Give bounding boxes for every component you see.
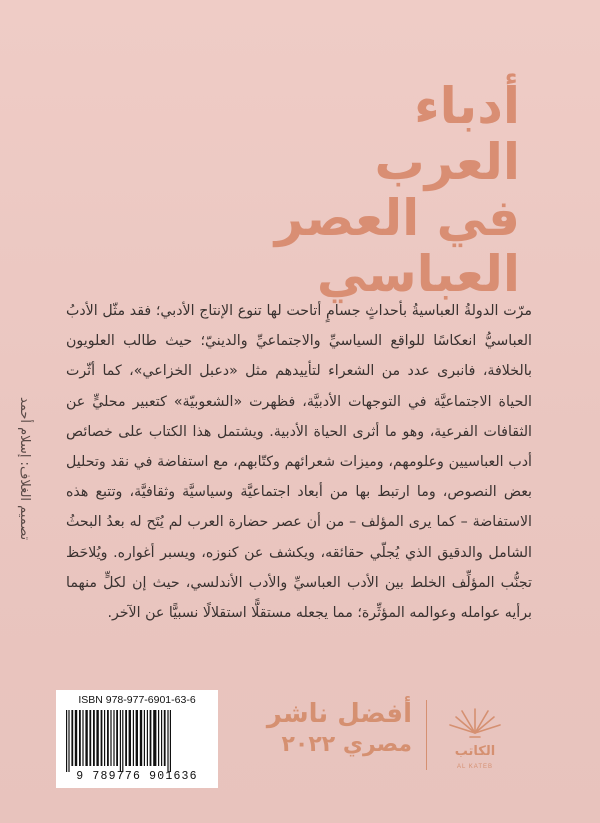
book-blurb: مرّت الدولةُ العباسيةُ بأحداثٍ جسامٍ أتاحت لها تنوع الإنتاج الأدبي؛ فقد مثّل الأدبُ العباسيُّ انعكاسًا للواقع السياسيِّ والاجتماعيِّ والدينيّ؛ حيث طالب العلويون بالخلافة، فانبرى عدد من الشعراء لتأييدهم مثل «دعبل الخزاعي»، كما أثّرت الحياة الاجتماعيَّة في التوجهات الأدبيَّة، فظهرت «الشعوبيّة» كتعبير محليٍّ عن الثقافات الفرعية، وهو ما أثرى الحياة الأدبية. ويشتمل هذا الكتاب على خصائص أدب العباسيين وعلومهم، وميزات شعرائهم وكتّابهم، مع استفاضة في نقد وتحليل بعض النصوص، وما ارتبط بها من أبعاد اجتماعيَّة وسياسيَّة وثقافيَّة، وتتبع هذه الاستفاضة – كما يرى المؤلف – من أن عصر حضارة العرب لم يُتَح له بعدُ البحثُ الشامل والدقيق الذي يُجلّي حقائقه، ويكشف عن كنوزه، ويسبر أغواره. ويُلاحَظ تجنُّب المؤلِّف الخلط بين الأدب العباسيِّ والأدب الأندلسي، حيث إن لكلٍّ منهما برأيه عوامله وعوالمه المؤثِّرة؛ مما يجعله مستقلًّا استقلالًا نسبيًّا عن الآخر. (66, 303, 532, 622)
barcode-bar (79, 710, 81, 766)
title-line: العرب (374, 133, 520, 191)
barcode-bar (136, 710, 138, 766)
cover-designer-credit: تصميم الغلاف: إسلام أحمد (17, 396, 32, 540)
barcode-bar (158, 710, 159, 766)
barcode-bar (129, 710, 131, 766)
barcode-bar (96, 710, 98, 766)
award-line-2: مصري ٢٠٢٢ (281, 732, 412, 757)
barcode-bar (113, 710, 114, 766)
barcode-bar (120, 710, 121, 772)
award-line-1: أفضل ناشر (266, 699, 412, 729)
isbn-barcode-box (56, 690, 218, 788)
barcode-bar (150, 710, 152, 766)
barcode-bar (140, 710, 142, 766)
barcode-bar (164, 710, 166, 766)
barcode-bar (104, 710, 105, 766)
barcode-bar (144, 710, 145, 766)
barcode-bar (170, 710, 171, 772)
barcode-bar (122, 710, 123, 772)
publisher-tagline: AL KATEB (456, 764, 493, 770)
barcode-bar (93, 710, 95, 766)
barcode-bar (71, 710, 73, 766)
barcode-bar (101, 710, 103, 766)
barcode-bar (147, 710, 148, 766)
barcode-bar (68, 710, 69, 772)
barcode-bar (82, 710, 83, 766)
logo-divider (426, 700, 427, 770)
barcode-bar (116, 710, 118, 766)
isbn-digits: 9 789776 901636 (76, 770, 198, 783)
barcode-icon (64, 710, 210, 772)
award-badge (252, 698, 412, 768)
title-line: العباسي (316, 245, 520, 303)
isbn-label: ISBN 978-977-6901-63-6 (78, 694, 196, 706)
title-line: في العصر (274, 189, 520, 247)
barcode-bar (167, 710, 168, 772)
book-title (160, 78, 520, 302)
barcode-bar (75, 710, 77, 766)
publisher-name: الكاتب (454, 744, 496, 759)
barcode-bar (66, 710, 67, 772)
barcode-bar (107, 710, 109, 766)
barcode-bar (125, 710, 127, 766)
barcode-bar (85, 710, 87, 766)
barcode-bar (161, 710, 162, 766)
barcode-bar (89, 710, 91, 766)
barcode-bar (153, 710, 156, 766)
barcode-bar (110, 710, 111, 766)
barcode-bar (133, 710, 134, 766)
title-line: أدباء (414, 77, 520, 135)
